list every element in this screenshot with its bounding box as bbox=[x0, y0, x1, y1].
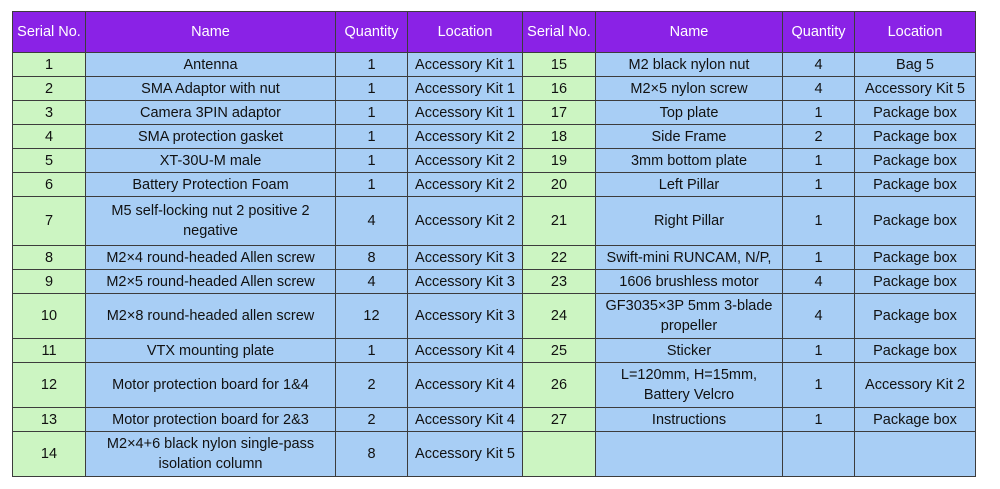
right-serial-cell: 23 bbox=[523, 270, 596, 294]
right-name-cell: Swift-mini RUNCAM, N/P, bbox=[596, 246, 783, 270]
header-quantity-left: Quantity bbox=[336, 12, 408, 53]
header-quantity-right: Quantity bbox=[783, 12, 855, 53]
right-quantity-cell: 1 bbox=[783, 408, 855, 432]
left-name-cell: VTX mounting plate bbox=[86, 339, 336, 363]
right-serial-cell: 18 bbox=[523, 125, 596, 149]
right-serial-cell: 20 bbox=[523, 173, 596, 197]
right-quantity-cell bbox=[783, 432, 855, 477]
left-name-cell: M2×4+6 black nylon single-pass isolation column bbox=[86, 432, 336, 477]
header-location-left: Location bbox=[408, 12, 523, 53]
left-serial-cell: 11 bbox=[13, 339, 86, 363]
left-location-cell: Accessory Kit 4 bbox=[408, 339, 523, 363]
right-quantity-cell: 1 bbox=[783, 363, 855, 408]
header-name-right: Name bbox=[596, 12, 783, 53]
right-serial-cell: 21 bbox=[523, 197, 596, 246]
left-location-cell: Accessory Kit 2 bbox=[408, 173, 523, 197]
right-location-cell: Package box bbox=[855, 270, 976, 294]
left-quantity-cell: 8 bbox=[336, 432, 408, 477]
right-name-cell: Instructions bbox=[596, 408, 783, 432]
left-name-cell: XT-30U-M male bbox=[86, 149, 336, 173]
right-serial-cell: 19 bbox=[523, 149, 596, 173]
header-serial-right: Serial No. bbox=[523, 12, 596, 53]
table-row bbox=[13, 173, 976, 197]
parts-table-container bbox=[12, 11, 976, 477]
left-serial-cell: 6 bbox=[13, 173, 86, 197]
right-name-cell: Sticker bbox=[596, 339, 783, 363]
left-location-cell: Accessory Kit 3 bbox=[408, 246, 523, 270]
right-location-cell: Package box bbox=[855, 173, 976, 197]
right-serial-cell: 24 bbox=[523, 294, 596, 339]
header-location-right: Location bbox=[855, 12, 976, 53]
table-row bbox=[13, 294, 976, 339]
header-name-left: Name bbox=[86, 12, 336, 53]
right-name-cell: Side Frame bbox=[596, 125, 783, 149]
right-name-cell: L=120mm, H=15mm, Battery Velcro bbox=[596, 363, 783, 408]
left-location-cell: Accessory Kit 4 bbox=[408, 363, 523, 408]
left-name-cell: M2×8 round-headed allen screw bbox=[86, 294, 336, 339]
right-name-cell: M2 black nylon nut bbox=[596, 53, 783, 77]
left-location-cell: Accessory Kit 2 bbox=[408, 125, 523, 149]
right-quantity-cell: 4 bbox=[783, 294, 855, 339]
right-serial-cell: 26 bbox=[523, 363, 596, 408]
left-quantity-cell: 1 bbox=[336, 339, 408, 363]
left-location-cell: Accessory Kit 1 bbox=[408, 101, 523, 125]
right-location-cell: Package box bbox=[855, 149, 976, 173]
left-serial-cell: 8 bbox=[13, 246, 86, 270]
right-quantity-cell: 4 bbox=[783, 77, 855, 101]
right-serial-cell: 17 bbox=[523, 101, 596, 125]
table-row bbox=[13, 270, 976, 294]
right-quantity-cell: 2 bbox=[783, 125, 855, 149]
right-name-cell: 3mm bottom plate bbox=[596, 149, 783, 173]
left-quantity-cell: 1 bbox=[336, 77, 408, 101]
left-name-cell: Antenna bbox=[86, 53, 336, 77]
right-quantity-cell: 1 bbox=[783, 173, 855, 197]
right-location-cell: Bag 5 bbox=[855, 53, 976, 77]
left-name-cell: M2×4 round-headed Allen screw bbox=[86, 246, 336, 270]
left-serial-cell: 9 bbox=[13, 270, 86, 294]
left-name-cell: Motor protection board for 1&4 bbox=[86, 363, 336, 408]
right-name-cell: Right Pillar bbox=[596, 197, 783, 246]
table-row bbox=[13, 53, 976, 77]
right-name-cell bbox=[596, 432, 783, 477]
right-serial-cell bbox=[523, 432, 596, 477]
left-serial-cell: 7 bbox=[13, 197, 86, 246]
left-serial-cell: 10 bbox=[13, 294, 86, 339]
table-row bbox=[13, 197, 976, 246]
left-location-cell: Accessory Kit 5 bbox=[408, 432, 523, 477]
left-quantity-cell: 1 bbox=[336, 53, 408, 77]
left-name-cell: M2×5 round-headed Allen screw bbox=[86, 270, 336, 294]
left-location-cell: Accessory Kit 3 bbox=[408, 270, 523, 294]
right-location-cell: Package box bbox=[855, 408, 976, 432]
left-name-cell: M5 self-locking nut 2 positive 2 negative bbox=[86, 197, 336, 246]
left-serial-cell: 14 bbox=[13, 432, 86, 477]
left-quantity-cell: 1 bbox=[336, 149, 408, 173]
left-serial-cell: 2 bbox=[13, 77, 86, 101]
left-location-cell: Accessory Kit 4 bbox=[408, 408, 523, 432]
right-quantity-cell: 1 bbox=[783, 339, 855, 363]
left-quantity-cell: 8 bbox=[336, 246, 408, 270]
right-location-cell: Package box bbox=[855, 125, 976, 149]
right-location-cell: Package box bbox=[855, 339, 976, 363]
left-location-cell: Accessory Kit 1 bbox=[408, 53, 523, 77]
table-row bbox=[13, 125, 976, 149]
left-quantity-cell: 12 bbox=[336, 294, 408, 339]
right-location-cell: Package box bbox=[855, 294, 976, 339]
right-quantity-cell: 1 bbox=[783, 197, 855, 246]
right-quantity-cell: 1 bbox=[783, 149, 855, 173]
right-quantity-cell: 4 bbox=[783, 53, 855, 77]
table-row bbox=[13, 339, 976, 363]
table-row bbox=[13, 408, 976, 432]
left-serial-cell: 13 bbox=[13, 408, 86, 432]
right-name-cell: Left Pillar bbox=[596, 173, 783, 197]
parts-list-table bbox=[12, 11, 976, 477]
right-location-cell: Accessory Kit 5 bbox=[855, 77, 976, 101]
table-row bbox=[13, 363, 976, 408]
table-row bbox=[13, 432, 976, 477]
left-quantity-cell: 1 bbox=[336, 101, 408, 125]
left-serial-cell: 4 bbox=[13, 125, 86, 149]
left-serial-cell: 12 bbox=[13, 363, 86, 408]
right-location-cell bbox=[855, 432, 976, 477]
left-serial-cell: 3 bbox=[13, 101, 86, 125]
right-name-cell: M2×5 nylon screw bbox=[596, 77, 783, 101]
right-serial-cell: 16 bbox=[523, 77, 596, 101]
left-quantity-cell: 1 bbox=[336, 173, 408, 197]
right-name-cell: 1606 brushless motor bbox=[596, 270, 783, 294]
right-serial-cell: 25 bbox=[523, 339, 596, 363]
right-name-cell: Top plate bbox=[596, 101, 783, 125]
right-quantity-cell: 4 bbox=[783, 270, 855, 294]
right-location-cell: Package box bbox=[855, 197, 976, 246]
left-quantity-cell: 2 bbox=[336, 363, 408, 408]
left-quantity-cell: 4 bbox=[336, 197, 408, 246]
table-row bbox=[13, 246, 976, 270]
left-name-cell: Motor protection board for 2&3 bbox=[86, 408, 336, 432]
left-serial-cell: 1 bbox=[13, 53, 86, 77]
left-quantity-cell: 2 bbox=[336, 408, 408, 432]
left-location-cell: Accessory Kit 1 bbox=[408, 77, 523, 101]
left-name-cell: SMA Adaptor with nut bbox=[86, 77, 336, 101]
right-serial-cell: 22 bbox=[523, 246, 596, 270]
table-row bbox=[13, 101, 976, 125]
right-quantity-cell: 1 bbox=[783, 101, 855, 125]
right-location-cell: Accessory Kit 2 bbox=[855, 363, 976, 408]
left-location-cell: Accessory Kit 2 bbox=[408, 197, 523, 246]
table-row bbox=[13, 77, 976, 101]
left-location-cell: Accessory Kit 3 bbox=[408, 294, 523, 339]
right-quantity-cell: 1 bbox=[783, 246, 855, 270]
right-name-cell: GF3035×3P 5mm 3-blade propeller bbox=[596, 294, 783, 339]
left-name-cell: Camera 3PIN adaptor bbox=[86, 101, 336, 125]
left-name-cell: Battery Protection Foam bbox=[86, 173, 336, 197]
right-location-cell: Package box bbox=[855, 101, 976, 125]
left-serial-cell: 5 bbox=[13, 149, 86, 173]
header-row bbox=[13, 12, 976, 53]
left-quantity-cell: 4 bbox=[336, 270, 408, 294]
left-quantity-cell: 1 bbox=[336, 125, 408, 149]
left-location-cell: Accessory Kit 2 bbox=[408, 149, 523, 173]
left-name-cell: SMA protection gasket bbox=[86, 125, 336, 149]
right-serial-cell: 15 bbox=[523, 53, 596, 77]
table-row bbox=[13, 149, 976, 173]
right-serial-cell: 27 bbox=[523, 408, 596, 432]
header-serial-left: Serial No. bbox=[13, 12, 86, 53]
right-location-cell: Package box bbox=[855, 246, 976, 270]
